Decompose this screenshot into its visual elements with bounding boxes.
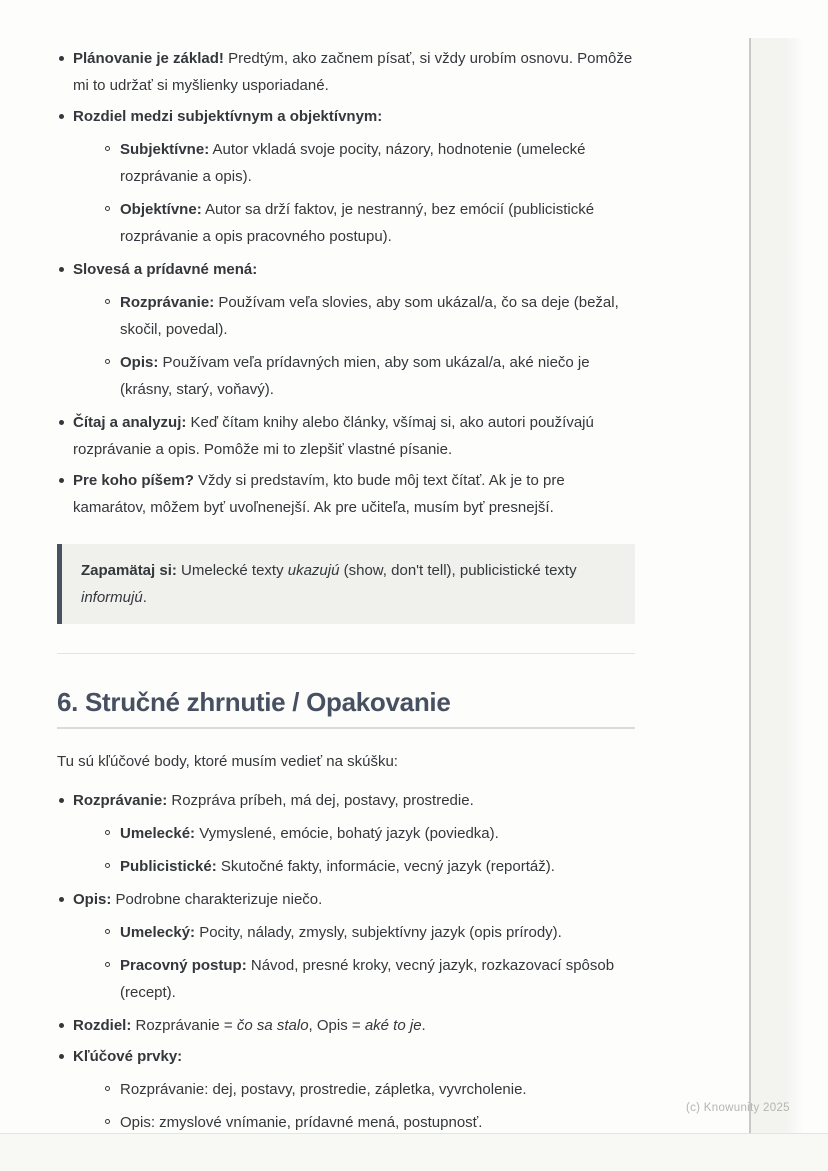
item-lead: Umelecký: bbox=[120, 924, 196, 941]
italic-text: aké to je bbox=[364, 1017, 422, 1034]
sub-bullet-list bbox=[105, 136, 635, 250]
item-lead: Opis: bbox=[73, 891, 112, 908]
bullet-list bbox=[57, 45, 635, 521]
item-lead: Objektívne: bbox=[120, 201, 202, 218]
sub-bullet-list bbox=[105, 1076, 635, 1136]
italic-text: čo sa stalo bbox=[236, 1017, 309, 1034]
circle-bullet-icon bbox=[105, 299, 110, 304]
bullet-icon bbox=[59, 1023, 64, 1028]
sub-list-item: Rozprávanie: Používam veľa slovies, aby som ukázal/a, čo sa deje (bežal, skočil, povedal). bbox=[105, 289, 635, 343]
bullet-icon bbox=[59, 114, 64, 119]
bullet-icon bbox=[59, 420, 64, 425]
circle-bullet-icon bbox=[105, 929, 110, 934]
sub-list-item: Objektívne: Autor sa drží faktov, je nestranný, bez emócií (publicistické rozprávanie a opis pracovného postupu). bbox=[105, 196, 635, 250]
item-lead: Rozdiel medzi subjektívnym a objektívnym: bbox=[73, 108, 383, 125]
item-lead: Zapamätaj si: bbox=[81, 562, 177, 579]
item-lead: Plánovanie je základ! bbox=[73, 50, 224, 67]
sub-list-item: Pracovný postup: Návod, presné kroky, vecný jazyk, rozkazovací spôsob (recept). bbox=[105, 952, 635, 1006]
circle-bullet-icon bbox=[105, 206, 110, 211]
item-lead: Rozprávanie: bbox=[73, 792, 168, 809]
sub-list-item: Umelecké: Vymyslené, emócie, bohatý jazyk (poviedka). bbox=[105, 820, 635, 847]
item-lead: Slovesá a prídavné mená: bbox=[73, 261, 258, 278]
circle-bullet-icon bbox=[105, 1119, 110, 1124]
section-intro: Tu sú kľúčové body, ktoré musím vedieť na skúšku: bbox=[57, 753, 398, 770]
callout bbox=[57, 544, 635, 624]
item-lead: Čítaj a analyzuj: bbox=[73, 414, 187, 431]
circle-bullet-icon bbox=[105, 830, 110, 835]
list-item bbox=[57, 1043, 635, 1136]
italic-text: ukazujú bbox=[287, 562, 340, 579]
item-lead: Publicistické: bbox=[120, 858, 217, 875]
list-item: Opis: Podrobne charakterizuje niečo. Umelecký: Pocity, nálady, zmysly, subjektívny jazyk (opis prírody). Pracovný postup: Návod, presné kroky, vecný jazyk, rozkazovací spôsob (recept). bbox=[57, 886, 635, 1006]
sub-bullet-list bbox=[105, 919, 635, 1006]
item-lead: Rozprávanie: bbox=[120, 294, 215, 311]
list-item: Rozdiel: Rozprávanie = čo sa stalo, Opis = aké to je. bbox=[57, 1012, 635, 1039]
item-lead: Umelecké: bbox=[120, 825, 196, 842]
sub-list-item: Subjektívne: Autor vkladá svoje pocity, názory, hodnotenie (umelecké rozprávanie a opis). bbox=[105, 136, 635, 190]
divider bbox=[57, 653, 635, 654]
bullet-icon bbox=[59, 267, 64, 272]
circle-bullet-icon bbox=[105, 1086, 110, 1091]
list-item: Pre koho píšem? Vždy si predstavím, kto bude môj text čítať. Ak je to pre kamarátov, môžem byť uvoľnenejší. Ak pre učiteľa, musím byť presnejší. bbox=[57, 467, 635, 521]
list-item bbox=[57, 256, 635, 403]
bullet-icon bbox=[59, 56, 64, 61]
bullet-icon bbox=[59, 478, 64, 483]
page-bottom-background bbox=[0, 1133, 828, 1171]
item-lead: Subjektívne: bbox=[120, 141, 210, 158]
watermark: (c) Knowunity 2025 bbox=[686, 1102, 790, 1114]
callout-text: Zapamätaj si: Umelecké texty ukazujú (show, don't tell), publicistické texty informujú. bbox=[81, 562, 577, 606]
section-heading: 6. Stručné zhrnutie / Opakovanie bbox=[57, 687, 635, 729]
bullet-icon bbox=[59, 798, 64, 803]
circle-bullet-icon bbox=[105, 863, 110, 868]
sub-bullet-list bbox=[105, 820, 635, 880]
summary-bullet-list bbox=[57, 787, 635, 1136]
sub-bullet-list bbox=[105, 289, 635, 403]
sub-list-item: Opis: Používam veľa prídavných mien, aby som ukázal/a, aké niečo je (krásny, starý, voňavý). bbox=[105, 349, 635, 403]
italic-text: informujú bbox=[81, 589, 143, 606]
page-content bbox=[57, 41, 635, 1142]
item-lead: Opis: bbox=[120, 354, 159, 371]
list-item: Čítaj a analyzuj: Keď čítam knihy alebo články, všímaj si, ako autori používajú rozprávanie a opis. Pomôže mi to zlepšiť vlastné písanie. bbox=[57, 409, 635, 463]
item-lead: Pracovný postup: bbox=[120, 957, 247, 974]
circle-bullet-icon bbox=[105, 146, 110, 151]
item-lead: Rozdiel: bbox=[73, 1017, 132, 1034]
sub-list-item: Publicistické: Skutočné fakty, informácie, vecný jazyk (reportáž). bbox=[105, 853, 635, 880]
next-page-edge bbox=[749, 38, 804, 1133]
circle-bullet-icon bbox=[105, 962, 110, 967]
circle-bullet-icon bbox=[105, 359, 110, 364]
sub-list-item: Rozprávanie: dej, postavy, prostredie, zápletka, vyvrcholenie. bbox=[105, 1076, 635, 1103]
list-item bbox=[57, 103, 635, 250]
bullet-icon bbox=[59, 897, 64, 902]
sub-list-item: Umelecký: Pocity, nálady, zmysly, subjektívny jazyk (opis prírody). bbox=[105, 919, 635, 946]
bullet-icon bbox=[59, 1054, 64, 1059]
item-lead: Pre koho píšem? bbox=[73, 472, 194, 489]
sub-list-item: Opis: zmyslové vnímanie, prídavné mená, postupnosť. bbox=[105, 1109, 635, 1136]
item-lead: Kľúčové prvky: bbox=[73, 1048, 183, 1065]
list-item: Plánovanie je základ! Predtým, ako začnem písať, si vždy urobím osnovu. Pomôže mi to udržať si myšlienky usporiadané. bbox=[57, 45, 635, 99]
list-item: Rozprávanie: Rozpráva príbeh, má dej, postavy, prostredie. Umelecké: Vymyslené, emócie, bohatý jazyk (poviedka). Publicistické: Skutočné fakty, informácie, vecný jazyk (reportáž). bbox=[57, 787, 635, 880]
